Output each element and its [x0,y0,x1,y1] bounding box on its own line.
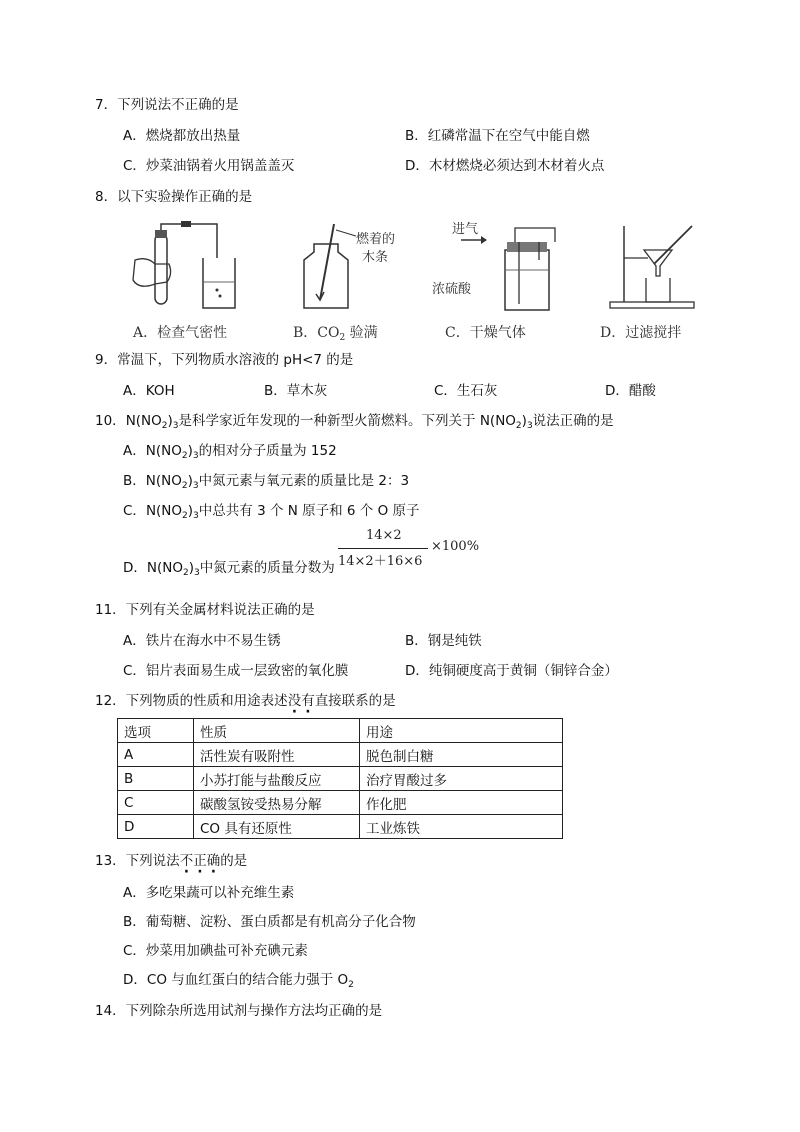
question-9-stem: 9．常温下，下列物质水溶液的 pH<7 的是 [95,352,354,368]
apparatus-c-label: C．干燥气体 [445,325,526,341]
gas-jar [304,244,348,308]
table-header-cell: 性质 [194,719,360,743]
rubber-joint [181,221,191,227]
question-7-option-a: A．燃烧都放出热量 [123,128,241,144]
question-9-option-b: B．草木灰 [264,383,328,399]
question-7-stem: 7．下列说法不正确的是 [95,97,239,113]
table-cell: D [118,815,194,839]
question-13-option-a: A．多吃果蔬可以补充维生素 [123,885,295,901]
stand-base [610,302,694,308]
question-14-stem: 14．下列除杂所选用试剂与操作方法均正确的是 [95,1003,383,1019]
burning-splint [320,224,334,300]
test-tube [155,234,167,304]
pointer-line [336,230,356,236]
question-11-option-d: D．纯铜硬度高于黄铜（铜锌合金） [405,663,618,679]
stopper [155,230,167,238]
question-7-option-c: C．炒菜油锅着火用锅盖盖灭 [123,158,295,174]
table-cell: 作化肥 [360,791,563,815]
table-cell: 碳酸氢铵受热易分解 [194,791,360,815]
fraction-denominator: 14×2＋16×6 [338,554,423,569]
funnel [644,250,672,276]
receiving-beaker [646,278,670,302]
table-row [118,791,563,815]
bottle-stopper [507,242,547,252]
wash-bottle [505,250,549,310]
table-cell: A [118,743,194,767]
arrow-head [481,236,487,244]
table-row [118,815,563,839]
gas-tubes [515,228,555,242]
question-9-option-d: D．醋酸 [605,383,656,399]
table-cell: 活性炭有吸附性 [194,743,360,767]
question-11-option-c: C．铝片表面易生成一层致密的氧化膜 [123,663,349,679]
apparatus-a-label: A．检查气密性 [133,325,228,341]
question-13-stem: 13．下列说法不正确的是 [95,853,248,869]
question-7-option-d: D．木材燃烧必须达到木材着火点 [405,158,605,174]
question-10-option-b: B．$N(NO_2)_3$中氮元素与氧元素的质量比是 2：3 [123,473,410,491]
table-cell: C [118,791,194,815]
table-cell: 治疗胃酸过多 [360,767,563,791]
sulfuric-acid-label: 浓硫酸 [432,282,472,297]
question-7-option-b: B．红磷常温下在空气中能自燃 [405,128,590,144]
question-11-option-b: B．钢是纯铁 [405,633,482,649]
question-10-option-a: A．$N(NO_2)_3$的相对分子质量为 152 [123,443,337,461]
burning-splint-label-1: 燃着的 [356,232,396,247]
table-cell: 工业炼铁 [360,815,563,839]
question-13-option-c: C．炒菜用加碘盐可补充碘元素 [123,943,308,959]
question-9-option-c: C．生石灰 [434,383,498,399]
question-10-option-d: D．$N(NO_2)_3$中氮元素的质量分数为 [123,560,335,578]
apparatus-c-drying-figure [455,220,565,320]
fraction-multiplier: ×100% [431,539,480,554]
gas-inlet-label: 进气 [452,222,479,237]
glass-rod [654,226,692,264]
bubble [219,295,222,298]
bubble [216,289,219,292]
apparatus-d-filtration-figure [604,220,704,320]
table-header-cell: 选项 [118,719,194,743]
table-header-row [118,719,563,743]
question-10-option-c: C．$N(NO_2)_3$中总共有 3 个 N 原子和 6 个 O 原子 [123,503,420,521]
question-13-option-d: D．CO 与血红蛋白的结合能力强于 $O_2$ [123,972,354,990]
question-12-stem: 12．下列物质的性质和用途表述没有直接联系的是 [95,693,396,709]
property-use-table [117,718,563,839]
table-cell: 脱色制白糖 [360,743,563,767]
table-cell: B [118,767,194,791]
table-header-cell: 用途 [360,719,563,743]
table-cell: 小苏打能与盐酸反应 [194,767,360,791]
table-cell: CO 具有还原性 [194,815,360,839]
question-10-stem: 10．$N(NO_2)_3$是科学家近年发现的一种新型火箭燃料。下列关于 $N(NO_2)_3$说法正确的是 [95,413,614,431]
fraction-bar [338,548,428,549]
table-row [118,767,563,791]
fraction-numerator: 14×2 [366,528,402,543]
question-11-option-a: A．铁片在海水中不易生锈 [123,633,281,649]
beaker [203,258,235,308]
apparatus-a-airtightness-figure [125,220,255,320]
question-9-option-a: A．KOH [123,383,175,399]
question-13-option-b: B．葡萄糖、淀粉、蛋白质都是有机高分子化合物 [123,914,416,930]
apparatus-d-label: D．过滤搅拌 [600,325,682,341]
question-11-stem: 11．下列有关金属材料说法正确的是 [95,602,315,618]
burning-splint-label-2: 木条 [362,250,389,265]
table-row [118,743,563,767]
delivery-tube [161,224,217,258]
hand-icon [133,259,171,287]
apparatus-b-label: B．$CO_2$ 验满 [293,325,378,343]
question-8-stem: 8．以下实验操作正确的是 [95,189,253,205]
